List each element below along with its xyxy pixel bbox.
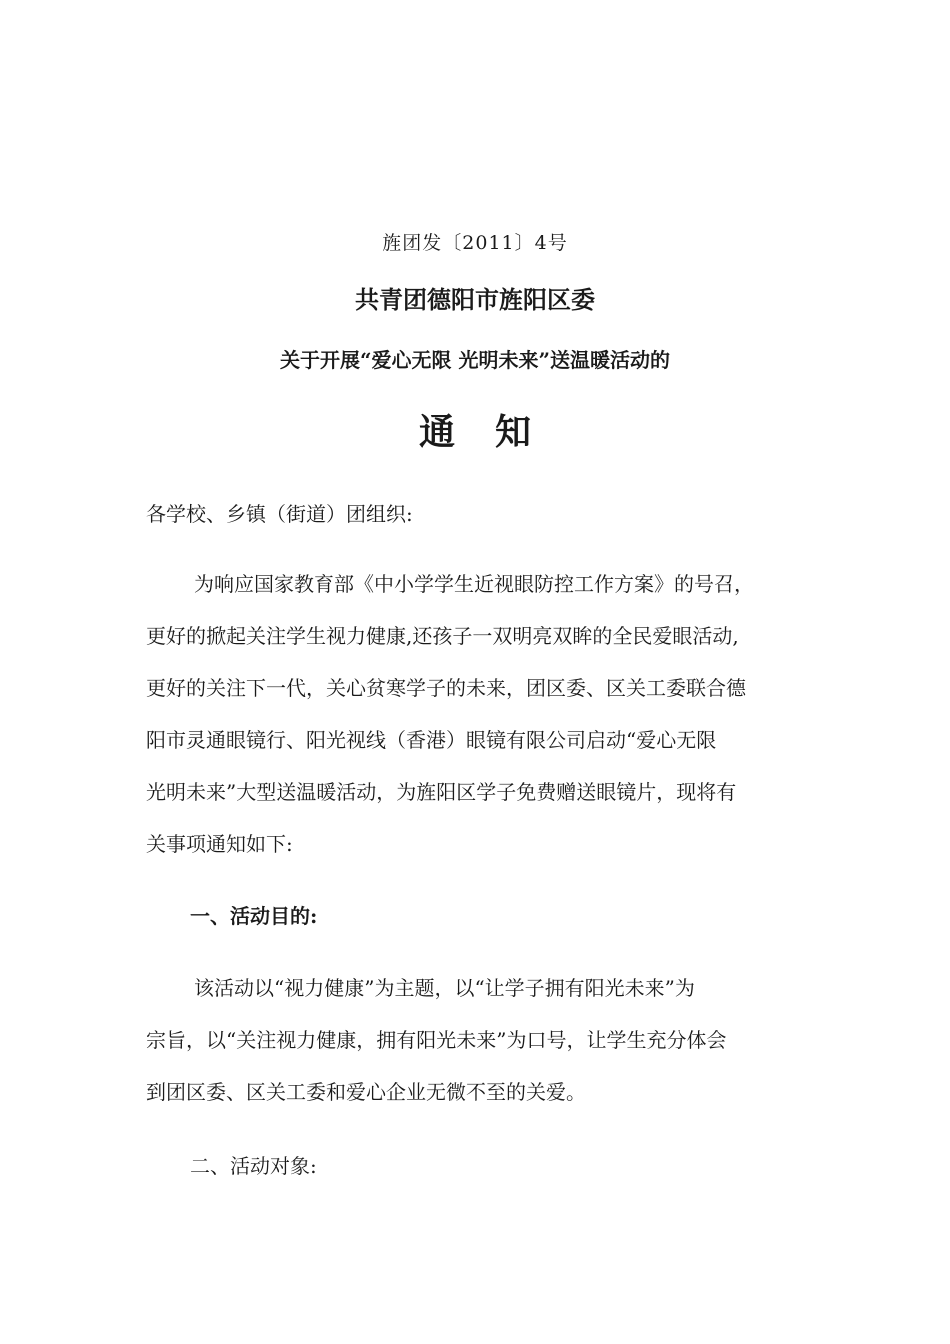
paragraph-line: 阳市灵通眼镜行、阳光视线（香港）眼镜有限公司启动“爱心无限	[146, 728, 717, 752]
paragraph-line: 该活动以“视力健康”为主题，以“让学子拥有阳光未来”为	[194, 976, 695, 1000]
paragraph-line: 为响应国家教育部《中小学学生近视眼防控工作方案》的号召，	[194, 572, 754, 596]
paragraph-line: 更好的掀起关注学生视力健康,还孩子一双明亮双眸的全民爱眼活动,	[146, 624, 739, 648]
subject-title: 关于开展“爱心无限 光明未来”送温暖活动的	[280, 348, 670, 372]
paragraph-line: 宗旨，以“关注视力健康，拥有阳光未来”为口号，让学生充分体会	[146, 1028, 727, 1052]
paragraph-line: 光明未来”大型送温暖活动，为旌阳区学子免费赠送眼镜片，现将有	[146, 780, 737, 804]
paragraph-line: 关事项通知如下:	[146, 832, 293, 856]
organization-title: 共青团德阳市旌阳区委	[355, 285, 595, 314]
notice-title: 通知	[418, 411, 571, 453]
paragraph-line: 到团区委、区关工委和爱心企业无微不至的关爱。	[146, 1080, 586, 1104]
paragraph-line: 更好的关注下一代，关心贫寒学子的未来，团区委、区关工委联合德	[146, 676, 746, 700]
paragraph-purpose	[146, 974, 826, 1130]
section-heading-target: 二、活动对象:	[190, 1154, 317, 1178]
salutation: 各学校、乡镇（街道）团组织:	[146, 502, 413, 526]
section-heading-purpose: 一、活动目的:	[190, 904, 318, 928]
document-number: 旌团发〔2011〕4号	[382, 232, 568, 254]
paragraph-intro	[146, 570, 826, 882]
